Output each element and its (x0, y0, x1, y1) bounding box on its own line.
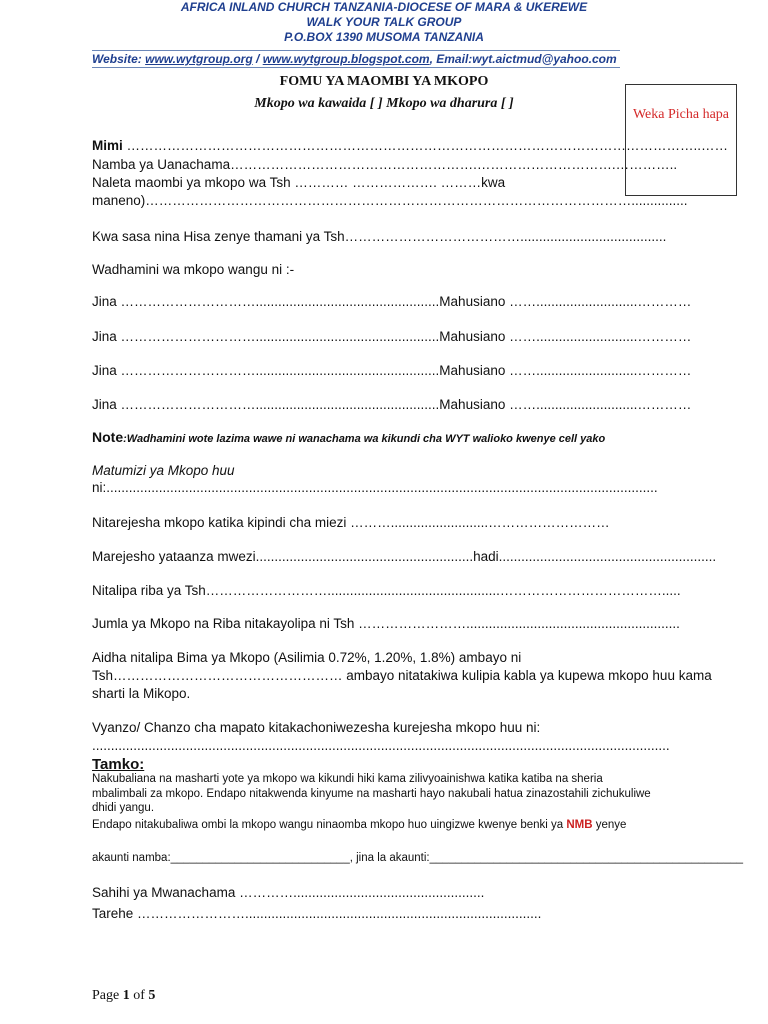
email-label: , Email: (429, 52, 473, 66)
guarantor-note (92, 429, 605, 445)
mimi-dots: ………………………………………………………………………………………………………………..…… (122, 138, 729, 153)
guarantor-row[interactable]: Jina ………………………….................................................Mahusiano ……...........................………… (92, 329, 692, 344)
date-line[interactable]: Tarehe ……………………............................................................................... (92, 906, 542, 921)
interest-line[interactable]: Nitalipa riba ya Tsh………………………..............................................………………………………..... (92, 583, 681, 598)
loan-purpose-label: Matumizi ya Mkopo huu (92, 463, 235, 478)
po-box: P.O.BOX 1390 MUSOMA TANZANIA (284, 30, 484, 44)
insurance-line-1: Aidha nitalipa Bima ya Mkopo (Asilimia 0.72%, 1.20%, 1.8%) ambayo ni (92, 650, 522, 665)
church-name: AFRICA INLAND CHURCH TANZANIA-DIOCESE OF MARA & UKEREWE (180, 0, 588, 14)
amount-in-words-line[interactable]: maneno)………………………………………………………………………………………………............... (92, 193, 688, 208)
header-rule-bottom (92, 67, 620, 68)
total-line[interactable]: Jumla ya Mkopo na Riba nitakayolipa ni Tsh ……………………......................................................... (92, 616, 680, 631)
page-label: Page (92, 988, 123, 1003)
guarantor-row[interactable]: Jina ………………………….................................................Mahusiano ……...........................………… (92, 294, 692, 309)
insurance-line-3: sharti la Mikopo. (92, 686, 191, 701)
website-link-1[interactable]: www.wytgroup.org (145, 52, 253, 66)
income-source-label: Vyanzo/ Chanzo cha mapato kitakachoniwezesha kurejesha mkopo huu ni: (92, 720, 541, 735)
contact-line (92, 52, 617, 66)
form-title: FOMU YA MAOMBI YA MKOPO (279, 74, 489, 89)
guarantor-row[interactable]: Jina ………………………….................................................Mahusiano ……...........................………… (92, 397, 692, 412)
applicant-name-line[interactable] (92, 138, 728, 153)
page-number: 1 (122, 988, 130, 1003)
of-label: of (129, 988, 149, 1003)
group-name: WALK YOUR TALK GROUP (306, 15, 462, 29)
email-address[interactable]: wyt.aictmud@yahoo.com (472, 52, 617, 66)
website-sep: / (252, 52, 263, 66)
bank-text-b: yenye (592, 819, 627, 831)
income-source-line[interactable]: .......................................................................................................................................................... (92, 738, 670, 753)
declaration-paragraph-2 (92, 818, 652, 833)
member-signature-line[interactable]: Sahihi ya Mwanachama …………................................................... (92, 885, 485, 900)
bank-name: NMB (566, 819, 593, 831)
guarantor-row[interactable]: Jina ………………………….................................................Mahusiano ……...........................………… (92, 363, 692, 378)
website-link-2[interactable]: www.wytgroup.blogspot.com (262, 52, 430, 66)
loan-purpose-line[interactable]: ni:................................................................................................................................................... (92, 480, 658, 495)
member-number-line[interactable]: Namba ya Uanachama……………………………………………….………………………….………….. (92, 157, 678, 172)
declaration-paragraph-1: Nakubaliana na masharti yote ya mkopo wa kikundi hiki kama zilivyoainishwa katika katiba na sheria mbalimbali za mkopo. Endapo nitakwenda kinyume na masharti hayo nakubali hatua zinazostahili zichukuliwe dhidi yangu. (92, 773, 651, 814)
note-text: :Wadhamini wote lazima wawe ni wanachama wa kikundi cha WYT walioko kwenye cell yako (123, 433, 606, 445)
declaration-heading: Tamko: (92, 756, 145, 773)
note-label: Note (92, 429, 124, 445)
repayment-dates-line[interactable]: Marejesho yataanza mwezi..........................................................hadi.......................................................... (92, 549, 717, 564)
page-total: 5 (148, 988, 156, 1003)
header-rule-top (92, 50, 620, 51)
loan-type-options[interactable]: Mkopo wa kawaida [ ] Mkopo wa dharura [ ] (254, 96, 514, 111)
insurance-line-2[interactable]: Tsh…………………………………………… ambayo nitatakiwa kulipia kabla ya kupewa mkopo huu kama (92, 668, 712, 683)
repayment-period-line[interactable]: Nitarejesha mkopo katika kipindi cha miezi ………..........................……………………… (92, 515, 610, 530)
website-label: Website: (92, 52, 146, 66)
bank-text-a: Endapo nitakubaliwa ombi la mkopo wangu ninaomba mkopo huo uingizwe kwenye benki ya (92, 819, 567, 831)
shares-value-line[interactable]: Kwa sasa nina Hisa zenye thamani ya Tsh…………………………………....................................... (92, 229, 667, 244)
account-details-line[interactable]: akaunti namba:____________________________, jina la akaunti:_________________________________________________ (92, 852, 744, 864)
loan-amount-line[interactable]: Naleta maombi ya mkopo wa Tsh ………… ………………. ………kwa (92, 175, 506, 190)
photo-placeholder-label: Weka Picha hapa (632, 107, 730, 122)
mimi-label: Mimi (92, 138, 123, 153)
guarantors-heading: Wadhamini wa mkopo wangu ni :- (92, 262, 295, 277)
page-indicator (92, 988, 155, 1004)
